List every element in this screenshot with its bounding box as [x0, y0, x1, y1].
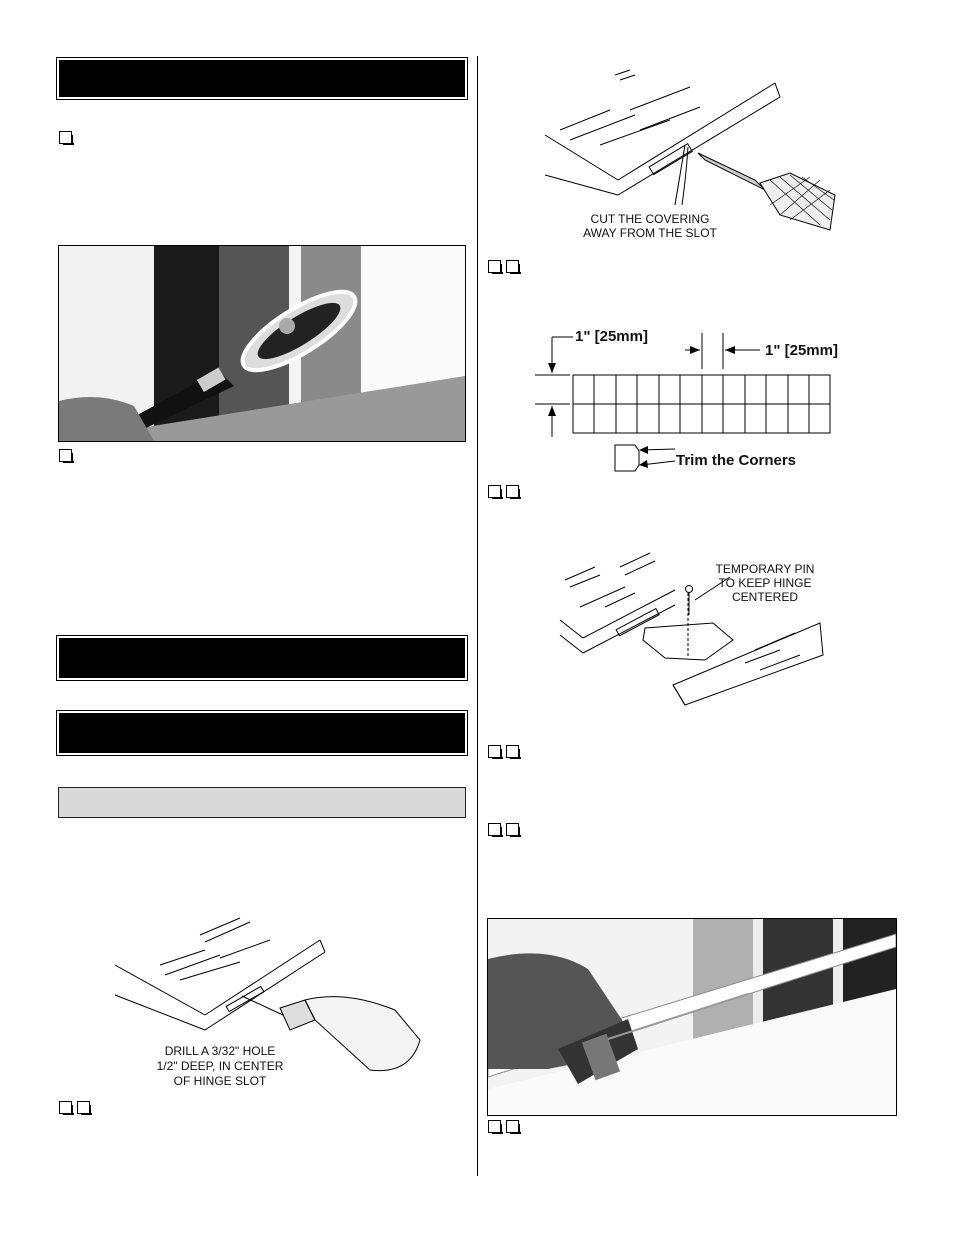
cut-covering-illustration: [540, 65, 850, 245]
iron-photo: [58, 245, 466, 442]
drill-illustration: [110, 900, 430, 1095]
temporary-pin-illustration: [555, 545, 835, 735]
dim-label-right: 1" [25mm]: [765, 342, 838, 359]
step-checkbox[interactable]: [59, 131, 72, 144]
drill-label-1: DRILL A 3/32" HOLE: [164, 1044, 276, 1058]
step-checkbox[interactable]: [506, 745, 519, 758]
step-checkbox[interactable]: [506, 1120, 519, 1133]
hinge-glue-photo: [487, 918, 897, 1116]
pin-label-2: TO KEEP HINGE: [718, 576, 812, 590]
dim-label-left: 1" [25mm]: [575, 328, 648, 345]
subsection-header-bar: [58, 787, 466, 818]
step-checkbox[interactable]: [506, 485, 519, 498]
cut-label-2: AWAY FROM THE SLOT: [583, 226, 717, 240]
step-checkbox[interactable]: [59, 449, 72, 462]
step-checkbox[interactable]: [506, 823, 519, 836]
step-checkbox[interactable]: [77, 1101, 90, 1114]
step-checkbox[interactable]: [488, 485, 501, 498]
pin-label-3: CENTERED: [731, 590, 799, 604]
step-checkbox[interactable]: [59, 1101, 72, 1114]
step-checkbox[interactable]: [488, 260, 501, 273]
step-checkbox[interactable]: [506, 260, 519, 273]
section-header-bar-3: [59, 713, 465, 753]
step-checkbox[interactable]: [488, 823, 501, 836]
trim-corners-label: Trim the Corners: [676, 452, 797, 469]
pin-label-1: TEMPORARY PIN: [715, 562, 815, 576]
step-checkbox[interactable]: [488, 1120, 501, 1133]
step-checkbox[interactable]: [488, 745, 501, 758]
section-header-bar-1: [59, 60, 465, 97]
drill-label-2: 1/2" DEEP, IN CENTER: [156, 1059, 284, 1073]
column-divider: [477, 56, 478, 1176]
hinge-dimension-diagram: [535, 325, 855, 475]
drill-label-3: OF HINGE SLOT: [173, 1074, 267, 1088]
section-header-bar-2: [59, 638, 465, 678]
cut-label-1: CUT THE COVERING: [590, 212, 710, 226]
